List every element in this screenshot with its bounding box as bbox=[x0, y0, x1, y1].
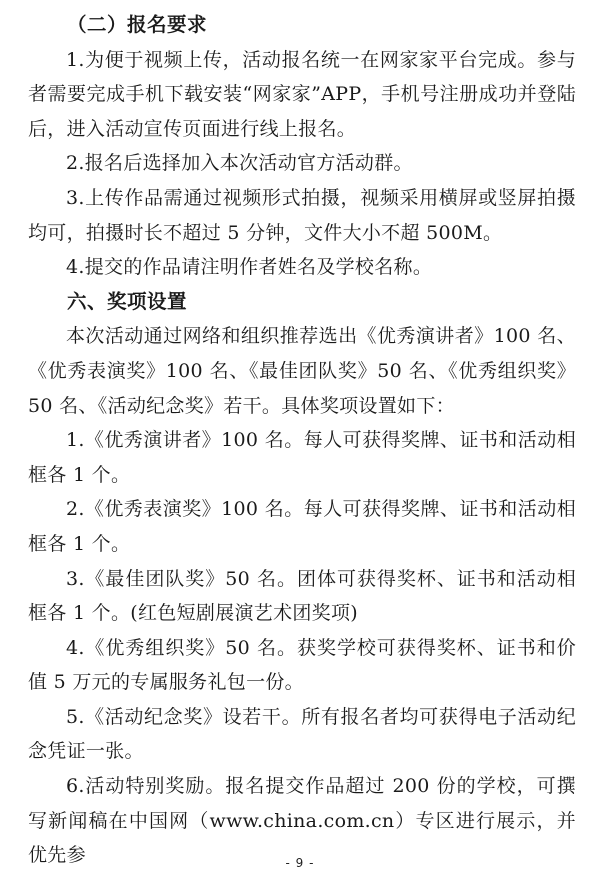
awards-intro: 本次活动通过网络和组织推荐选出《优秀演讲者》100 名、《优秀表演奖》100 名、《最佳团队奖》50 名、《优秀组织奖》50 名、《活动纪念奖》若干。具体奖项设置如下： bbox=[28, 325, 576, 417]
award-item: 2.《优秀表演奖》100 名。每人可获得奖牌、证书和活动相框各 1 个。 bbox=[28, 498, 576, 555]
registration-item: 3.上传作品需通过视频形式拍摄，视频采用横屏或竖屏拍摄均可，拍摄时长不超过 5 分钟，文件大小不超 500M。 bbox=[28, 186, 576, 244]
registration-item: 4.提交的作品请注明作者姓名及学校名称。 bbox=[66, 256, 433, 279]
award-item: 4.《优秀组织奖》50 名。获奖学校可获得奖杯、证书和价值 5 万元的专属服务礼包一份。 bbox=[28, 636, 576, 694]
document-body bbox=[28, 8, 576, 873]
subsection-heading-registration: （二）报名要求 bbox=[67, 13, 208, 36]
award-item: 5.《活动纪念奖》设若干。所有报名者均可获得电子活动纪念凭证一张。 bbox=[28, 705, 576, 763]
award-item: 1.《优秀演讲者》100 名。每人可获得奖牌、证书和活动相框各 1 个。 bbox=[28, 429, 576, 486]
award-item: 3.《最佳团队奖》50 名。团体可获得奖杯、证书和活动相框各 1 个。(红色短剧展演艺术团奖项) bbox=[28, 567, 576, 625]
award-item: 6.活动特别奖励。报名提交作品超过 200 份的学校，可撰写新闻稿在中国网（www.china.com.cn）专区进行展示，并优先参 bbox=[28, 775, 576, 867]
page-number: - 9 - bbox=[285, 856, 315, 870]
section-heading-awards: 六、奖项设置 bbox=[67, 289, 188, 313]
registration-item: 1.为便于视频上传，活动报名统一在网家家平台完成。参与者需要完成手机下载安装“网家家”APP，手机号注册成功并登陆后，进入活动宣传页面进行线上报名。 bbox=[28, 48, 576, 140]
registration-item: 2.报名后选择加入本次活动官方活动群。 bbox=[66, 152, 413, 175]
